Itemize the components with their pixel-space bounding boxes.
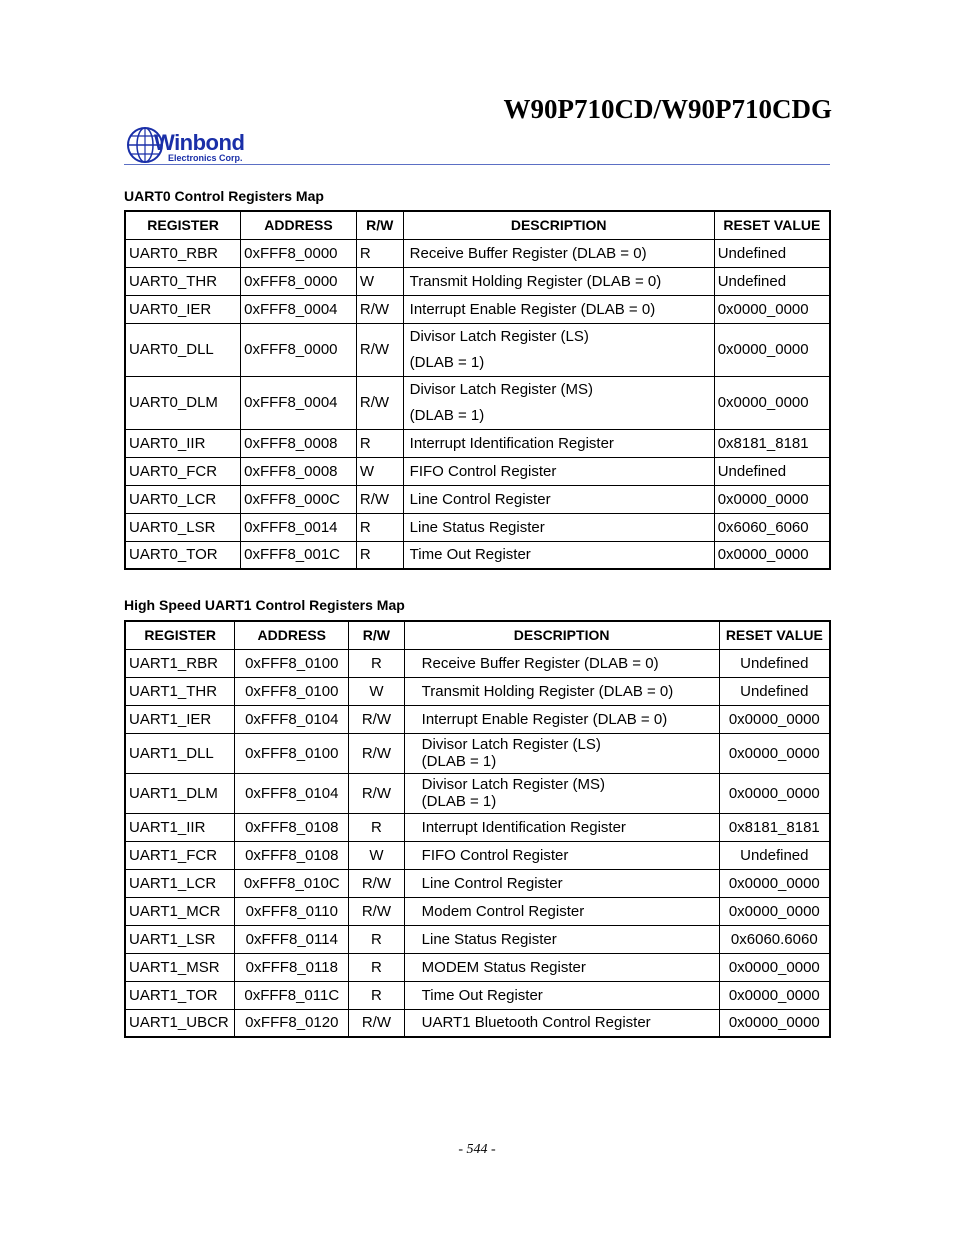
table-row (125, 677, 830, 705)
register-name-cell: UART1_LCR (125, 869, 235, 897)
address-cell: 0xFFF8_0120 (235, 1009, 349, 1037)
description-note: (DLAB = 1) (421, 793, 497, 810)
register-name-cell: UART0_IIR (125, 429, 241, 457)
description-cell (404, 1009, 719, 1037)
table-row (125, 376, 830, 429)
reset-value-cell: 0x6060_6060 (714, 513, 830, 541)
rw-cell: R (349, 813, 405, 841)
reset-value-cell: 0x0000_0000 (719, 869, 830, 897)
rw-cell: R (356, 239, 403, 267)
table-row (125, 773, 830, 813)
rw-cell: R (349, 981, 405, 1009)
column-header-register: REGISTER (125, 211, 241, 239)
description-cell (404, 677, 719, 705)
column-header-rw: R/W (356, 211, 403, 239)
reset-value-cell: 0x8181_8181 (714, 429, 830, 457)
description-cell (403, 429, 714, 457)
description-text: Receive Buffer Register (DLAB = 0) (409, 244, 647, 262)
reset-value-cell: 0x6060.6060 (719, 925, 830, 953)
address-cell: 0xFFF8_0008 (241, 457, 357, 485)
column-header-description: DESCRIPTION (404, 621, 719, 649)
register-name-cell: UART1_RBR (125, 649, 235, 677)
description-text: MODEM Status Register (421, 958, 586, 976)
description-text: Transmit Holding Register (DLAB = 0) (409, 272, 662, 290)
register-name-cell: UART1_DLM (125, 773, 235, 813)
description-cell (403, 239, 714, 267)
table-header-row (125, 621, 830, 649)
description-text: Interrupt Enable Register (DLAB = 0) (421, 710, 668, 728)
description-cell (403, 541, 714, 569)
rw-cell: R/W (349, 705, 405, 733)
address-cell: 0xFFF8_0008 (241, 429, 357, 457)
rw-cell: R/W (356, 376, 403, 429)
description-text: Time Out Register (421, 986, 543, 1004)
register-name-cell: UART1_MSR (125, 953, 235, 981)
description-cell (404, 953, 719, 981)
column-header-description: DESCRIPTION (403, 211, 714, 239)
rw-cell: W (356, 267, 403, 295)
column-header-rw: R/W (349, 621, 405, 649)
register-name-cell: UART0_IER (125, 295, 241, 323)
description-cell (403, 267, 714, 295)
description-text: Time Out Register (409, 546, 531, 564)
column-header-address: ADDRESS (241, 211, 357, 239)
register-name-cell: UART1_UBCR (125, 1009, 235, 1037)
logo-subtitle: Electronics Corp. (168, 153, 243, 163)
reset-value-cell: 0x0000_0000 (719, 953, 830, 981)
reset-value-cell: 0x0000_0000 (714, 376, 830, 429)
uart0-registers-table (124, 210, 831, 570)
description-text: Line Status Register (409, 518, 545, 536)
description-text: Divisor Latch Register (LS) (421, 736, 601, 753)
description-text: Line Control Register (409, 490, 551, 508)
table-row (125, 649, 830, 677)
register-name-cell: UART0_TOR (125, 541, 241, 569)
description-cell (404, 869, 719, 897)
reset-value-cell: 0x0000_0000 (714, 323, 830, 376)
table-row (125, 733, 830, 773)
rw-cell: R (349, 925, 405, 953)
description-text: Receive Buffer Register (DLAB = 0) (421, 654, 659, 672)
table-row (125, 925, 830, 953)
reset-value-cell: 0x0000_0000 (719, 1009, 830, 1037)
description-text: Line Status Register (421, 930, 557, 948)
reset-value-cell: 0x0000_0000 (719, 897, 830, 925)
table-row (125, 813, 830, 841)
register-name-cell: UART1_IER (125, 705, 235, 733)
register-name-cell: UART0_LCR (125, 485, 241, 513)
register-name-cell: UART1_FCR (125, 841, 235, 869)
uart0-table-caption: UART0 Control Registers Map (124, 188, 324, 204)
address-cell: 0xFFF8_0100 (235, 733, 349, 773)
rw-cell: R (356, 429, 403, 457)
description-note: (DLAB = 1) (409, 353, 485, 371)
rw-cell: R (349, 953, 405, 981)
table-row (125, 705, 830, 733)
description-note: (DLAB = 1) (409, 406, 485, 424)
description-cell (403, 295, 714, 323)
register-name-cell: UART1_TOR (125, 981, 235, 1009)
document-title: W90P710CD/W90P710CDG (503, 94, 832, 124)
reset-value-cell: 0x0000_0000 (714, 485, 830, 513)
uart1-table-caption: High Speed UART1 Control Registers Map (124, 597, 405, 613)
column-header-register: REGISTER (125, 621, 235, 649)
address-cell: 0xFFF8_0004 (241, 295, 357, 323)
rw-cell: R/W (349, 897, 405, 925)
rw-cell: R (349, 649, 405, 677)
description-cell (404, 925, 719, 953)
description-text: UART1 Bluetooth Control Register (421, 1014, 651, 1032)
description-cell (403, 457, 714, 485)
description-text: Transmit Holding Register (DLAB = 0) (421, 682, 674, 700)
address-cell: 0xFFF8_0004 (241, 376, 357, 429)
address-cell: 0xFFF8_0014 (241, 513, 357, 541)
rw-cell: R (356, 513, 403, 541)
register-name-cell: UART1_MCR (125, 897, 235, 925)
reset-value-cell: Undefined (719, 841, 830, 869)
reset-value-cell: Undefined (714, 267, 830, 295)
reset-value-cell: Undefined (714, 239, 830, 267)
address-cell: 0xFFF8_0110 (235, 897, 349, 925)
table-row (125, 295, 830, 323)
rw-cell: R/W (349, 733, 405, 773)
rw-cell: R/W (356, 323, 403, 376)
table-row (125, 267, 830, 295)
description-cell (404, 705, 719, 733)
address-cell: 0xFFF8_0000 (241, 239, 357, 267)
register-name-cell: UART0_FCR (125, 457, 241, 485)
address-cell: 0xFFF8_0100 (235, 677, 349, 705)
table-row (125, 513, 830, 541)
description-text: Divisor Latch Register (LS) (409, 327, 589, 345)
header-divider (124, 164, 830, 165)
description-text: Interrupt Enable Register (DLAB = 0) (409, 300, 656, 318)
description-text: Divisor Latch Register (MS) (421, 776, 606, 793)
rw-cell: R/W (356, 485, 403, 513)
address-cell: 0xFFF8_0104 (235, 705, 349, 733)
rw-cell: W (349, 841, 405, 869)
register-name-cell: UART0_DLL (125, 323, 241, 376)
description-cell (404, 649, 719, 677)
reset-value-cell: 0x0000_0000 (719, 981, 830, 1009)
reset-value-cell: Undefined (719, 677, 830, 705)
address-cell: 0xFFF8_0104 (235, 773, 349, 813)
description-text: FIFO Control Register (421, 846, 569, 864)
rw-cell: R/W (349, 869, 405, 897)
register-name-cell: UART1_THR (125, 677, 235, 705)
reset-value-cell: Undefined (719, 649, 830, 677)
description-cell (404, 813, 719, 841)
reset-value-cell: 0x0000_0000 (714, 541, 830, 569)
table-header-row (125, 211, 830, 239)
column-header-address: ADDRESS (235, 621, 349, 649)
table-row (125, 485, 830, 513)
description-text: Modem Control Register (421, 902, 585, 920)
table-row (125, 869, 830, 897)
description-cell (404, 733, 719, 773)
description-text: Interrupt Identification Register (421, 818, 626, 836)
description-text: Interrupt Identification Register (409, 434, 614, 452)
reset-value-cell: 0x8181_8181 (719, 813, 830, 841)
uart1-registers-table (124, 620, 831, 1038)
address-cell: 0xFFF8_0118 (235, 953, 349, 981)
register-name-cell: UART1_LSR (125, 925, 235, 953)
address-cell: 0xFFF8_0100 (235, 649, 349, 677)
address-cell: 0xFFF8_0108 (235, 841, 349, 869)
address-cell: 0xFFF8_011C (235, 981, 349, 1009)
description-cell (404, 773, 719, 813)
register-name-cell: UART0_LSR (125, 513, 241, 541)
table-row (125, 541, 830, 569)
address-cell: 0xFFF8_010C (235, 869, 349, 897)
table-row (125, 897, 830, 925)
column-header-reset-value: RESET VALUE (719, 621, 830, 649)
table-row (125, 323, 830, 376)
description-cell (403, 485, 714, 513)
rw-cell: W (356, 457, 403, 485)
reset-value-cell: Undefined (714, 457, 830, 485)
register-name-cell: UART1_DLL (125, 733, 235, 773)
table-row (125, 841, 830, 869)
address-cell: 0xFFF8_001C (241, 541, 357, 569)
register-name-cell: UART0_RBR (125, 239, 241, 267)
table-row (125, 457, 830, 485)
logo-wordmark: Winbond (154, 130, 245, 155)
reset-value-cell: 0x0000_0000 (719, 705, 830, 733)
table-row (125, 429, 830, 457)
rw-cell: R/W (349, 773, 405, 813)
description-cell (403, 323, 714, 376)
address-cell: 0xFFF8_0114 (235, 925, 349, 953)
address-cell: 0xFFF8_0000 (241, 267, 357, 295)
winbond-logo (126, 126, 256, 166)
description-note: (DLAB = 1) (421, 753, 497, 770)
table-row (125, 953, 830, 981)
description-text: FIFO Control Register (409, 462, 557, 480)
reset-value-cell: 0x0000_0000 (714, 295, 830, 323)
description-cell (403, 513, 714, 541)
rw-cell: R/W (349, 1009, 405, 1037)
table-row (125, 1009, 830, 1037)
page-number: - 544 - (458, 1142, 496, 1157)
description-text: Line Control Register (421, 874, 563, 892)
description-text: Divisor Latch Register (MS) (409, 380, 594, 398)
rw-cell: W (349, 677, 405, 705)
address-cell: 0xFFF8_000C (241, 485, 357, 513)
rw-cell: R (356, 541, 403, 569)
description-cell (404, 897, 719, 925)
reset-value-cell: 0x0000_0000 (719, 773, 830, 813)
description-cell (404, 981, 719, 1009)
table-row (125, 239, 830, 267)
column-header-reset-value: RESET VALUE (714, 211, 830, 239)
address-cell: 0xFFF8_0000 (241, 323, 357, 376)
register-name-cell: UART0_DLM (125, 376, 241, 429)
address-cell: 0xFFF8_0108 (235, 813, 349, 841)
register-name-cell: UART1_IIR (125, 813, 235, 841)
table-row (125, 981, 830, 1009)
rw-cell: R/W (356, 295, 403, 323)
reset-value-cell: 0x0000_0000 (719, 733, 830, 773)
description-cell (403, 376, 714, 429)
register-name-cell: UART0_THR (125, 267, 241, 295)
description-cell (404, 841, 719, 869)
